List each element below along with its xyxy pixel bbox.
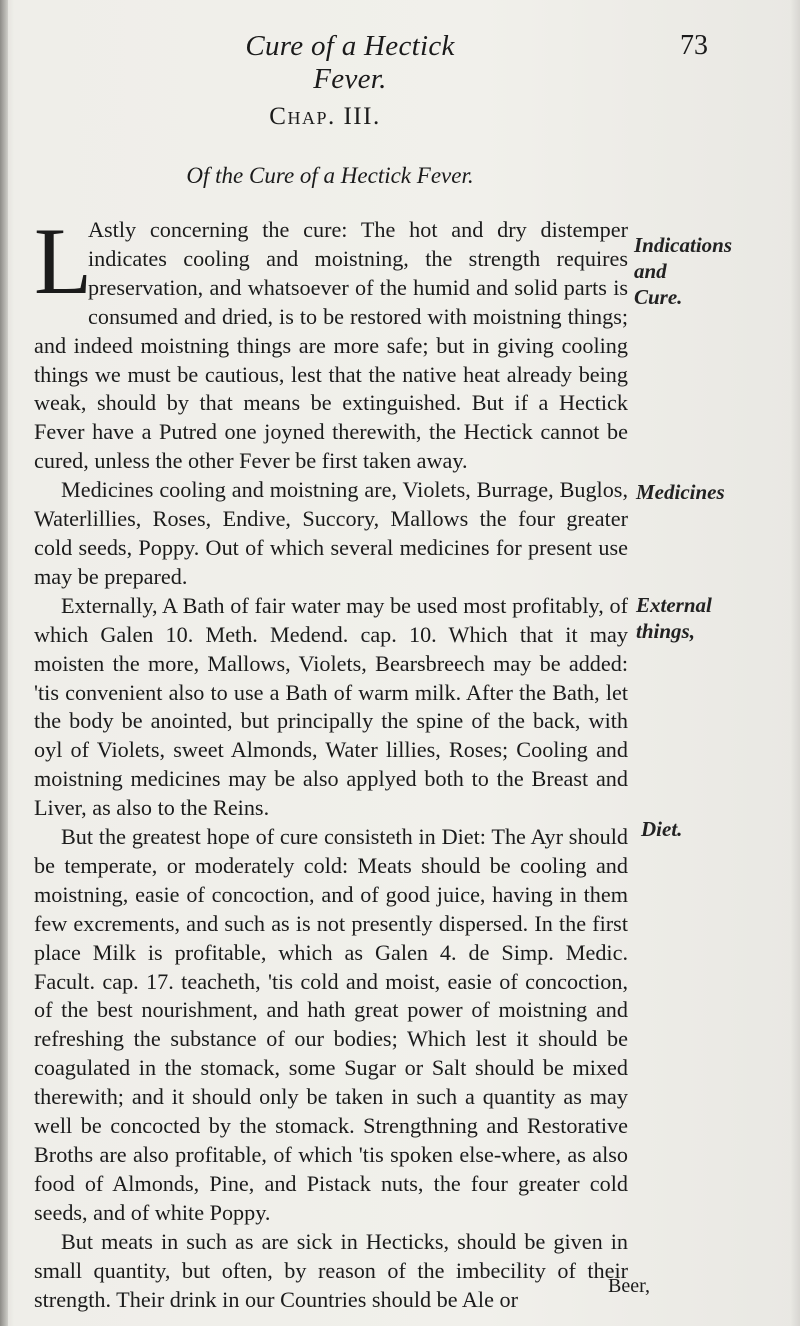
margin-note-indications: Indications and Cure. (634, 233, 733, 309)
body-text (34, 208, 628, 1314)
page-edge-shadow (790, 0, 800, 1326)
running-head: Cure of a Hectick Fever. (245, 30, 455, 95)
margin-note-medicines: Medicines (636, 480, 725, 504)
chapter-title: Of the Cure of a Hectick Fever. (186, 163, 474, 188)
paragraph-4: But the greatest hope of cure consisteth in Diet: The Ayr should be temperate, or moderately cold: Meats should be cooling and moistning, easie of concoction, and of good juice, having in them few excrements, and such as is not presently dispersed. In the first place Milk is profitable, which as Galen 4. de Simp. Medic. Facult. cap. 17. teacheth, 'tis cold and moist, easie of concoction, of the best nourishment, and hath great power of moistning and refreshing the substance of our bodies; Which lest it should be coagulated in the stomack, some Sugar or Salt should be mixed therewith; and it should only be taken in such a quantity as may well be concocted by the stomack. Strengthning and Restorative Broths are also profitable, of which 'tis spoken else-where, as also food of Almonds, Pine, and Pistack nuts, the four greater cold seeds, and of white Poppy. (34, 824, 628, 1225)
margin-note-external: External things, (636, 593, 712, 643)
paragraph-1-text: Astly concerning the cure: The hot and dry distemper indicates cooling and moistning, the strength requires preservation, and whatsoever of the humid and solid parts is consumed and dried, is to be restored with moistning things; and indeed moistning things are more safe; but in giving cooling things we must be cautious, lest that the native heat already being weak, should by that means be extinguished. But if a Hectick Fever have a Putred one joyned therewith, the Hectick cannot be cured, unless the other Fever be first taken away. (34, 217, 628, 474)
binding-gutter (0, 0, 8, 1326)
drop-cap: L (34, 208, 93, 314)
page-number: 73 (680, 30, 708, 61)
catchword: Beer, (608, 1275, 650, 1297)
margin-note-diet: Diet. (641, 817, 683, 841)
paragraph-3: Externally, A Bath of fair water may be used most profitably, of which Galen 10. Meth. Medend. cap. 10. Which that it may moisten the more, Mallows, Violets, Bearsbreech may be added: 'tis convenient also to use a Bath of warm milk. After the Bath, let the body be anointed, but principally the spine of the back, with oyl of Violets, sweet Almonds, Water lillies, Roses; Cooling and moistning medicines may be also applyed both to the Breast and Liver, as also to the Reins. (34, 592, 628, 821)
paragraph-1 (34, 208, 628, 476)
paragraph-5: But meats in such as are sick in Hecticks, should be given in small quantity, but often, by reason of the imbecility of their strength. Their drink in our Countries should be Ale or (34, 1228, 628, 1312)
paragraph-2: Medicines cooling and moistning are, Violets, Burrage, Buglos, Waterlillies, Roses, Endive, Succory, Mallows the four greater cold seeds, Poppy. Out of which several medicines for present use may be prepared. (34, 477, 628, 589)
chapter-heading: Chap. III. (269, 103, 381, 130)
